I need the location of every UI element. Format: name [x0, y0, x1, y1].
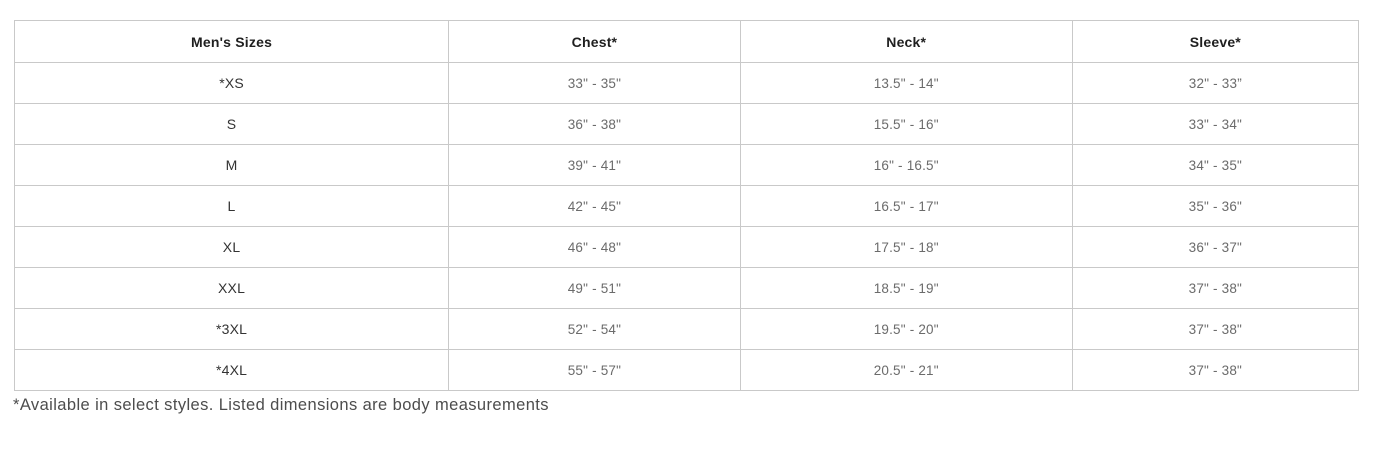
sleeve-measurement-cell: 37" - 38"	[1072, 268, 1358, 309]
column-header-men-s-sizes: Men's Sizes	[15, 21, 449, 63]
neck-measurement-cell: 15.5" - 16"	[740, 104, 1072, 145]
size-label-cell: M	[15, 145, 449, 186]
chest-measurement-cell: 36" - 38"	[449, 104, 741, 145]
size-label-cell: XL	[15, 227, 449, 268]
size-chart-header	[15, 21, 1359, 63]
chest-measurement-cell: 39" - 41"	[449, 145, 741, 186]
chest-measurement-cell: 49" - 51"	[449, 268, 741, 309]
sleeve-measurement-cell: 37" - 38"	[1072, 350, 1358, 391]
size-label-cell: *XS	[15, 63, 449, 104]
neck-measurement-cell: 16.5" - 17"	[740, 186, 1072, 227]
table-row	[15, 104, 1359, 145]
chest-measurement-cell: 55" - 57"	[449, 350, 741, 391]
table-row	[15, 63, 1359, 104]
sleeve-measurement-cell: 37" - 38"	[1072, 309, 1358, 350]
neck-measurement-cell: 13.5" - 14"	[740, 63, 1072, 104]
sleeve-measurement-cell: 32" - 33”	[1072, 63, 1358, 104]
sleeve-measurement-cell: 33" - 34"	[1072, 104, 1358, 145]
size-label-cell: *3XL	[15, 309, 449, 350]
column-header-chest: Chest*	[449, 21, 741, 63]
column-header-sleeve: Sleeve*	[1072, 21, 1358, 63]
mens-size-chart-table	[14, 20, 1359, 391]
neck-measurement-cell: 19.5" - 20"	[740, 309, 1072, 350]
chest-measurement-cell: 33" - 35"	[449, 63, 741, 104]
chest-measurement-cell: 42" - 45"	[449, 186, 741, 227]
neck-measurement-cell: 18.5" - 19"	[740, 268, 1072, 309]
size-label-cell: XXL	[15, 268, 449, 309]
sleeve-measurement-cell: 36" - 37"	[1072, 227, 1358, 268]
column-header-neck: Neck*	[740, 21, 1072, 63]
size-chart-body	[15, 63, 1359, 391]
sleeve-measurement-cell: 35" - 36"	[1072, 186, 1358, 227]
header-row	[15, 21, 1359, 63]
sleeve-measurement-cell: 34" - 35"	[1072, 145, 1358, 186]
table-row	[15, 227, 1359, 268]
neck-measurement-cell: 20.5" - 21"	[740, 350, 1072, 391]
size-label-cell: L	[15, 186, 449, 227]
size-label-cell: S	[15, 104, 449, 145]
neck-measurement-cell: 16" - 16.5"	[740, 145, 1072, 186]
availability-footnote: *Available in select styles. Listed dimensions are body measurements	[13, 396, 549, 414]
table-row	[15, 186, 1359, 227]
table-row	[15, 145, 1359, 186]
table-row	[15, 350, 1359, 391]
chest-measurement-cell: 52" - 54"	[449, 309, 741, 350]
chest-measurement-cell: 46" - 48"	[449, 227, 741, 268]
neck-measurement-cell: 17.5" - 18"	[740, 227, 1072, 268]
table-row	[15, 309, 1359, 350]
table-row	[15, 268, 1359, 309]
size-label-cell: *4XL	[15, 350, 449, 391]
